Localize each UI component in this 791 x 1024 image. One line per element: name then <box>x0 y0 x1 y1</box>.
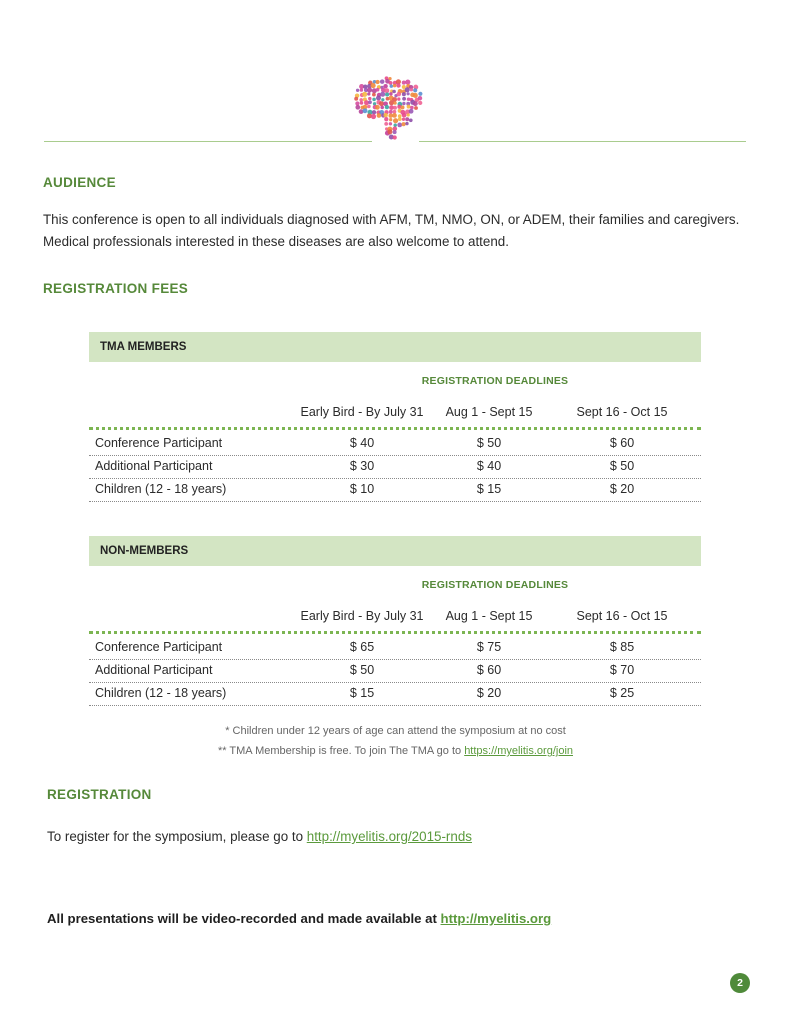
tma-members-table <box>89 332 701 507</box>
registration-heading: REGISTRATION <box>47 787 152 802</box>
deadlines-label: REGISTRATION DEADLINES <box>421 375 569 387</box>
row-label: Conference Participant <box>95 436 223 450</box>
column-header-early-bird: Early Bird - By July 31 <box>300 609 424 623</box>
deadlines-label: REGISTRATION DEADLINES <box>421 579 569 591</box>
fee-cell: $ 30 <box>349 459 375 473</box>
fee-cell: $ 15 <box>349 686 375 700</box>
footnote-membership-text: ** TMA Membership is free. To join The TMA go to <box>217 745 465 757</box>
fee-cell: $ 40 <box>476 459 502 473</box>
fee-cell: $ 85 <box>609 640 635 654</box>
footnote-membership <box>0 743 791 759</box>
header-rule-left <box>44 141 372 142</box>
column-header-aug-sept: Aug 1 - Sept 15 <box>445 609 533 623</box>
closing-text <box>47 909 551 929</box>
row-label: Additional Participant <box>95 663 213 677</box>
fee-cell: $ 20 <box>476 686 502 700</box>
row-label: Children (12 - 18 years) <box>95 686 227 700</box>
table-title: TMA MEMBERS <box>100 341 187 353</box>
header-divider <box>89 427 701 430</box>
registration-sentence: To register for the symposium, please go to <box>47 829 307 844</box>
table-header-bar <box>89 332 701 362</box>
footnote-children: * Children under 12 years of age can attend the symposium at no cost <box>225 725 566 737</box>
fee-cell: $ 75 <box>476 640 502 654</box>
join-link[interactable]: https://myelitis.org/join <box>464 745 574 757</box>
column-header-sept-oct: Sept 16 - Oct 15 <box>576 609 668 623</box>
fee-cell: $ 20 <box>609 482 635 496</box>
column-header-early-bird: Early Bird - By July 31 <box>300 405 424 419</box>
fee-cell: $ 50 <box>349 663 375 677</box>
fee-cell: $ 10 <box>349 482 375 496</box>
fee-cell: $ 25 <box>609 686 635 700</box>
registration-fees-heading: REGISTRATION FEES <box>43 281 189 296</box>
column-header-aug-sept: Aug 1 - Sept 15 <box>445 405 533 419</box>
fee-cell: $ 50 <box>476 436 502 450</box>
row-label: Additional Participant <box>95 459 213 473</box>
table-header-bar <box>89 536 701 566</box>
table-title: NON-MEMBERS <box>100 545 189 557</box>
fee-cell: $ 15 <box>476 482 502 496</box>
row-divider <box>89 705 701 706</box>
column-header-sept-oct: Sept 16 - Oct 15 <box>576 405 668 419</box>
page-number-badge: 2 <box>730 973 750 993</box>
row-divider <box>89 501 701 502</box>
registration-link[interactable]: http://myelitis.org/2015-rnds <box>306 829 472 844</box>
non-members-table <box>89 536 701 711</box>
closing-sentence: All presentations will be video-recorded and made available at <box>47 911 441 926</box>
fee-cell: $ 70 <box>609 663 635 677</box>
fee-cell: $ 60 <box>609 436 635 450</box>
audience-heading: AUDIENCE <box>43 175 116 190</box>
row-label: Children (12 - 18 years) <box>95 482 227 496</box>
header-rule-right <box>419 141 746 142</box>
audience-text: This conference is open to all individuals diagnosed with AFM, TM, NMO, ON, or ADEM, their families and caregivers. Medical professionals interested in these diseases are also welcome to attend. <box>43 212 740 249</box>
fee-cell: $ 50 <box>609 459 635 473</box>
registration-text <box>47 827 472 847</box>
website-link[interactable]: http://myelitis.org <box>440 911 552 926</box>
fee-cell: $ 60 <box>476 663 502 677</box>
brain-logo-icon <box>350 74 430 146</box>
fee-cell: $ 40 <box>349 436 375 450</box>
header-divider <box>89 631 701 634</box>
fee-cell: $ 65 <box>349 640 375 654</box>
row-label: Conference Participant <box>95 640 223 654</box>
